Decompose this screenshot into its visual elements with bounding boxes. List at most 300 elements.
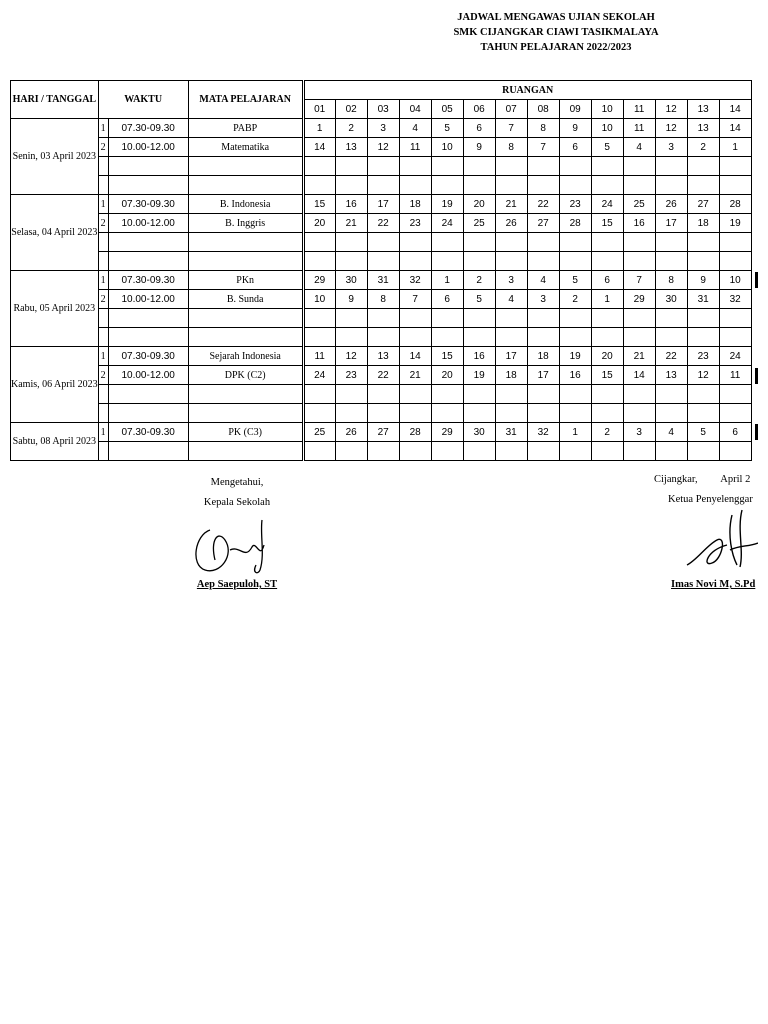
room-assignment-cell — [367, 176, 399, 195]
room-assignment-cell: 4 — [527, 271, 559, 290]
place: Cijangkar, — [654, 474, 698, 485]
room-assignment-cell: 31 — [495, 423, 527, 442]
room-assignment-cell: 27 — [687, 195, 719, 214]
room-assignment-cell — [655, 442, 687, 461]
room-assignment-cell: 24 — [303, 366, 335, 385]
room-assignment-cell — [367, 385, 399, 404]
room-assignment-cell: 1 — [431, 271, 463, 290]
room-assignment-cell — [303, 385, 335, 404]
day-date-cell: Rabu, 05 April 2023 — [11, 271, 99, 347]
room-assignment-cell: 15 — [303, 195, 335, 214]
session-time: 07.30-09.30 — [108, 195, 188, 214]
room-assignment-cell: 14 — [399, 347, 431, 366]
room-assignment-cell: 23 — [399, 214, 431, 233]
committee-title: Ketua Penyelenggar — [668, 494, 753, 505]
table-row — [11, 252, 752, 271]
room-assignment-cell: 12 — [335, 347, 367, 366]
room-assignment-cell — [399, 157, 431, 176]
room-assignment-cell — [335, 328, 367, 347]
room-assignment-cell: 20 — [431, 366, 463, 385]
room-assignment-cell: 7 — [527, 138, 559, 157]
header-year: TAHUN PELAJARAN 2022/2023 — [480, 42, 632, 53]
room-assignment-cell: 19 — [559, 347, 591, 366]
room-assignment-cell: 25 — [623, 195, 655, 214]
room-assignment-cell: 25 — [303, 423, 335, 442]
subject-cell — [188, 309, 303, 328]
room-assignment-cell: 5 — [431, 119, 463, 138]
session-time: 07.30-09.30 — [108, 119, 188, 138]
room-assignment-cell — [591, 176, 623, 195]
room-assignment-cell — [719, 328, 751, 347]
room-assignment-cell: 11 — [623, 119, 655, 138]
subject-cell: PABP — [188, 119, 303, 138]
room-assignment-cell — [623, 328, 655, 347]
room-assignment-cell: 3 — [623, 423, 655, 442]
room-assignment-cell: 30 — [655, 290, 687, 309]
room-assignment-cell — [303, 176, 335, 195]
room-number: 10 — [591, 100, 623, 119]
room-assignment-cell — [623, 252, 655, 271]
room-assignment-cell — [591, 157, 623, 176]
session-number: 1 — [98, 347, 108, 366]
room-assignment-cell — [367, 404, 399, 423]
table-row — [11, 423, 752, 442]
room-assignment-cell — [463, 404, 495, 423]
room-assignment-cell: 2 — [335, 119, 367, 138]
room-assignment-cell — [527, 157, 559, 176]
room-assignment-cell: 19 — [431, 195, 463, 214]
table-row — [11, 195, 752, 214]
room-assignment-cell: 20 — [591, 347, 623, 366]
table-row — [11, 233, 752, 252]
room-assignment-cell — [623, 176, 655, 195]
room-assignment-cell: 32 — [527, 423, 559, 442]
room-assignment-cell: 9 — [463, 138, 495, 157]
room-assignment-cell: 15 — [431, 347, 463, 366]
committee-signature — [682, 505, 758, 580]
room-assignment-cell — [431, 328, 463, 347]
subject-cell — [188, 385, 303, 404]
edge-mark — [755, 368, 758, 384]
room-assignment-cell — [719, 233, 751, 252]
room-assignment-cell: 13 — [655, 366, 687, 385]
room-assignment-cell: 4 — [399, 119, 431, 138]
table-row — [11, 366, 752, 385]
room-assignment-cell: 24 — [591, 195, 623, 214]
session-number — [98, 252, 108, 271]
room-assignment-cell: 9 — [559, 119, 591, 138]
room-assignment-cell — [655, 176, 687, 195]
subject-cell: PKn — [188, 271, 303, 290]
room-assignment-cell: 7 — [495, 119, 527, 138]
subject-cell — [188, 328, 303, 347]
room-number: 02 — [335, 100, 367, 119]
room-assignment-cell: 12 — [655, 119, 687, 138]
room-assignment-cell: 8 — [367, 290, 399, 309]
room-assignment-cell: 1 — [303, 119, 335, 138]
room-assignment-cell: 21 — [335, 214, 367, 233]
room-assignment-cell — [303, 404, 335, 423]
room-number: 01 — [303, 100, 335, 119]
room-assignment-cell — [367, 442, 399, 461]
room-assignment-cell — [335, 385, 367, 404]
session-time — [108, 328, 188, 347]
room-assignment-cell: 26 — [655, 195, 687, 214]
session-time — [108, 157, 188, 176]
session-time — [108, 442, 188, 461]
room-assignment-cell: 32 — [399, 271, 431, 290]
table-row — [11, 214, 752, 233]
session-time — [108, 252, 188, 271]
subject-cell — [188, 176, 303, 195]
room-assignment-cell: 16 — [463, 347, 495, 366]
room-assignment-cell: 9 — [335, 290, 367, 309]
subject-cell — [188, 233, 303, 252]
session-time — [108, 176, 188, 195]
room-assignment-cell: 16 — [559, 366, 591, 385]
room-assignment-cell: 29 — [303, 271, 335, 290]
room-assignment-cell: 4 — [495, 290, 527, 309]
room-assignment-cell — [687, 233, 719, 252]
subject-cell — [188, 404, 303, 423]
room-assignment-cell — [623, 309, 655, 328]
room-assignment-cell: 18 — [527, 347, 559, 366]
room-assignment-cell — [495, 157, 527, 176]
schedule-table — [10, 80, 752, 461]
room-assignment-cell — [687, 328, 719, 347]
subject-cell — [188, 157, 303, 176]
room-assignment-cell — [303, 233, 335, 252]
session-number: 1 — [98, 119, 108, 138]
room-assignment-cell — [719, 252, 751, 271]
room-assignment-cell — [335, 404, 367, 423]
room-assignment-cell: 3 — [495, 271, 527, 290]
room-assignment-cell: 26 — [335, 423, 367, 442]
room-assignment-cell: 4 — [655, 423, 687, 442]
room-assignment-cell: 6 — [719, 423, 751, 442]
room-assignment-cell — [687, 309, 719, 328]
room-assignment-cell — [623, 385, 655, 404]
room-assignment-cell — [335, 309, 367, 328]
room-assignment-cell — [527, 233, 559, 252]
room-assignment-cell — [591, 404, 623, 423]
room-assignment-cell: 28 — [399, 423, 431, 442]
room-assignment-cell — [719, 176, 751, 195]
room-assignment-cell — [367, 233, 399, 252]
room-assignment-cell: 4 — [623, 138, 655, 157]
room-assignment-cell — [463, 233, 495, 252]
room-assignment-cell — [463, 176, 495, 195]
room-assignment-cell — [655, 157, 687, 176]
room-assignment-cell: 26 — [495, 214, 527, 233]
room-assignment-cell — [431, 157, 463, 176]
session-number: 1 — [98, 195, 108, 214]
room-assignment-cell: 7 — [399, 290, 431, 309]
table-row — [11, 385, 752, 404]
session-number — [98, 404, 108, 423]
room-assignment-cell — [399, 328, 431, 347]
session-time — [108, 404, 188, 423]
session-number — [98, 176, 108, 195]
subject-cell — [188, 442, 303, 461]
room-assignment-cell — [719, 157, 751, 176]
room-assignment-cell: 6 — [591, 271, 623, 290]
document-header — [356, 10, 756, 55]
table-row — [11, 404, 752, 423]
col-hari-tanggal: HARI / TANGGAL — [11, 81, 99, 119]
session-time: 10.00-12.00 — [108, 138, 188, 157]
table-row — [11, 119, 752, 138]
session-number — [98, 328, 108, 347]
session-time: 07.30-09.30 — [108, 271, 188, 290]
room-assignment-cell: 22 — [367, 366, 399, 385]
room-assignment-cell — [527, 385, 559, 404]
room-assignment-cell — [559, 233, 591, 252]
room-assignment-cell: 19 — [719, 214, 751, 233]
table-row — [11, 271, 752, 290]
room-assignment-cell: 28 — [559, 214, 591, 233]
room-assignment-cell — [655, 385, 687, 404]
room-assignment-cell: 8 — [495, 138, 527, 157]
signature-left — [176, 473, 298, 513]
room-assignment-cell: 14 — [303, 138, 335, 157]
room-assignment-cell: 15 — [591, 366, 623, 385]
room-assignment-cell: 22 — [367, 214, 399, 233]
table-row — [11, 138, 752, 157]
room-assignment-cell — [655, 309, 687, 328]
room-assignment-cell: 10 — [591, 119, 623, 138]
room-assignment-cell — [559, 157, 591, 176]
room-assignment-cell — [399, 233, 431, 252]
session-time: 10.00-12.00 — [108, 290, 188, 309]
schedule-body — [11, 119, 752, 461]
room-assignment-cell — [335, 157, 367, 176]
room-assignment-cell: 2 — [591, 423, 623, 442]
room-assignment-cell — [591, 385, 623, 404]
room-assignment-cell — [623, 233, 655, 252]
room-assignment-cell — [687, 176, 719, 195]
room-number: 09 — [559, 100, 591, 119]
col-waktu: WAKTU — [98, 81, 188, 119]
room-assignment-cell — [655, 233, 687, 252]
room-assignment-cell: 5 — [687, 423, 719, 442]
session-number — [98, 385, 108, 404]
session-time — [108, 385, 188, 404]
room-assignment-cell — [463, 442, 495, 461]
room-assignment-cell: 23 — [335, 366, 367, 385]
room-assignment-cell: 1 — [719, 138, 751, 157]
subject-cell: Matematika — [188, 138, 303, 157]
room-assignment-cell: 19 — [463, 366, 495, 385]
room-assignment-cell: 10 — [303, 290, 335, 309]
room-assignment-cell — [431, 176, 463, 195]
left-acknowledge: Mengetahui, — [210, 477, 264, 488]
table-row — [11, 347, 752, 366]
table-row — [11, 290, 752, 309]
room-assignment-cell — [399, 252, 431, 271]
room-assignment-cell — [303, 309, 335, 328]
day-date-cell: Sabtu, 08 April 2023 — [11, 423, 99, 461]
room-assignment-cell — [623, 404, 655, 423]
room-assignment-cell: 29 — [431, 423, 463, 442]
room-assignment-cell: 2 — [559, 290, 591, 309]
room-assignment-cell: 3 — [655, 138, 687, 157]
room-assignment-cell — [559, 252, 591, 271]
subject-cell: B. Inggris — [188, 214, 303, 233]
room-assignment-cell — [431, 442, 463, 461]
room-assignment-cell — [719, 309, 751, 328]
room-assignment-cell — [655, 328, 687, 347]
room-assignment-cell — [463, 328, 495, 347]
room-assignment-cell: 7 — [623, 271, 655, 290]
room-assignment-cell — [687, 385, 719, 404]
room-assignment-cell — [495, 176, 527, 195]
room-number: 06 — [463, 100, 495, 119]
room-assignment-cell: 18 — [399, 195, 431, 214]
room-assignment-cell — [335, 233, 367, 252]
col-ruangan: RUANGAN — [303, 81, 751, 100]
room-assignment-cell: 14 — [719, 119, 751, 138]
room-assignment-cell: 1 — [559, 423, 591, 442]
session-number — [98, 309, 108, 328]
subject-cell: B. Sunda — [188, 290, 303, 309]
room-assignment-cell — [687, 404, 719, 423]
room-assignment-cell — [527, 328, 559, 347]
session-time: 10.00-12.00 — [108, 366, 188, 385]
edge-mark — [755, 424, 758, 440]
room-assignment-cell: 11 — [399, 138, 431, 157]
room-number: 08 — [527, 100, 559, 119]
room-assignment-cell — [655, 404, 687, 423]
room-assignment-cell: 22 — [655, 347, 687, 366]
room-assignment-cell — [559, 404, 591, 423]
room-assignment-cell: 6 — [431, 290, 463, 309]
room-assignment-cell — [559, 385, 591, 404]
room-assignment-cell: 17 — [495, 347, 527, 366]
room-number: 13 — [687, 100, 719, 119]
room-assignment-cell: 5 — [559, 271, 591, 290]
room-assignment-cell — [559, 328, 591, 347]
room-assignment-cell: 22 — [527, 195, 559, 214]
room-assignment-cell — [399, 176, 431, 195]
subject-cell: PK (C3) — [188, 423, 303, 442]
room-assignment-cell: 10 — [719, 271, 751, 290]
room-assignment-cell — [591, 309, 623, 328]
room-assignment-cell — [431, 385, 463, 404]
date: April 2 — [720, 474, 751, 485]
day-date-cell: Kamis, 06 April 2023 — [11, 347, 99, 423]
header-title: JADWAL MENGAWAS UJIAN SEKOLAH — [457, 12, 655, 23]
room-assignment-cell: 10 — [431, 138, 463, 157]
day-date-cell: Selasa, 04 April 2023 — [11, 195, 99, 271]
session-number: 1 — [98, 423, 108, 442]
room-assignment-cell: 15 — [591, 214, 623, 233]
col-mata-pelajaran: MATA PELAJARAN — [188, 81, 303, 119]
room-assignment-cell: 31 — [367, 271, 399, 290]
room-assignment-cell — [399, 309, 431, 328]
room-assignment-cell — [527, 309, 559, 328]
session-number: 2 — [98, 138, 108, 157]
room-assignment-cell: 16 — [623, 214, 655, 233]
room-assignment-cell — [527, 442, 559, 461]
room-number: 04 — [399, 100, 431, 119]
room-assignment-cell: 11 — [719, 366, 751, 385]
room-assignment-cell: 8 — [655, 271, 687, 290]
room-assignment-cell — [463, 252, 495, 271]
header-school: SMK CIJANGKAR CIAWI TASIKMALAYA — [453, 27, 659, 38]
room-assignment-cell: 14 — [623, 366, 655, 385]
room-assignment-cell — [623, 157, 655, 176]
room-assignment-cell: 21 — [623, 347, 655, 366]
room-assignment-cell: 23 — [559, 195, 591, 214]
room-assignment-cell — [719, 404, 751, 423]
room-assignment-cell: 18 — [495, 366, 527, 385]
room-assignment-cell: 29 — [623, 290, 655, 309]
session-time: 07.30-09.30 — [108, 423, 188, 442]
room-assignment-cell — [495, 309, 527, 328]
room-assignment-cell — [559, 309, 591, 328]
room-assignment-cell: 3 — [527, 290, 559, 309]
room-assignment-cell — [399, 442, 431, 461]
session-number — [98, 157, 108, 176]
room-assignment-cell: 1 — [591, 290, 623, 309]
room-assignment-cell — [687, 442, 719, 461]
room-assignment-cell: 20 — [463, 195, 495, 214]
room-assignment-cell: 17 — [655, 214, 687, 233]
room-assignment-cell — [335, 252, 367, 271]
room-assignment-cell: 12 — [687, 366, 719, 385]
session-number — [98, 233, 108, 252]
room-assignment-cell — [687, 157, 719, 176]
room-assignment-cell — [719, 385, 751, 404]
room-assignment-cell — [335, 442, 367, 461]
subject-cell: Sejarah Indonesia — [188, 347, 303, 366]
room-assignment-cell: 17 — [367, 195, 399, 214]
room-assignment-cell — [495, 233, 527, 252]
room-assignment-cell: 11 — [303, 347, 335, 366]
room-assignment-cell: 9 — [687, 271, 719, 290]
room-assignment-cell — [367, 328, 399, 347]
room-assignment-cell — [463, 309, 495, 328]
room-number: 14 — [719, 100, 751, 119]
committee-name: Imas Novi M, S.Pd — [671, 579, 756, 590]
subject-cell — [188, 252, 303, 271]
room-assignment-cell: 6 — [559, 138, 591, 157]
session-time: 07.30-09.30 — [108, 347, 188, 366]
room-assignment-cell — [591, 328, 623, 347]
room-assignment-cell — [399, 404, 431, 423]
room-assignment-cell — [495, 404, 527, 423]
room-number: 07 — [495, 100, 527, 119]
room-assignment-cell: 17 — [527, 366, 559, 385]
room-number: 05 — [431, 100, 463, 119]
subject-cell: B. Indonesia — [188, 195, 303, 214]
room-assignment-cell — [591, 442, 623, 461]
room-assignment-cell: 27 — [527, 214, 559, 233]
room-assignment-cell — [719, 442, 751, 461]
session-number: 2 — [98, 366, 108, 385]
room-assignment-cell: 25 — [463, 214, 495, 233]
room-number: 03 — [367, 100, 399, 119]
room-assignment-cell: 6 — [463, 119, 495, 138]
room-assignment-cell — [463, 157, 495, 176]
room-assignment-cell — [431, 252, 463, 271]
room-assignment-cell — [303, 157, 335, 176]
room-assignment-cell — [431, 309, 463, 328]
room-assignment-cell: 21 — [495, 195, 527, 214]
room-assignment-cell: 3 — [367, 119, 399, 138]
room-assignment-cell — [367, 252, 399, 271]
